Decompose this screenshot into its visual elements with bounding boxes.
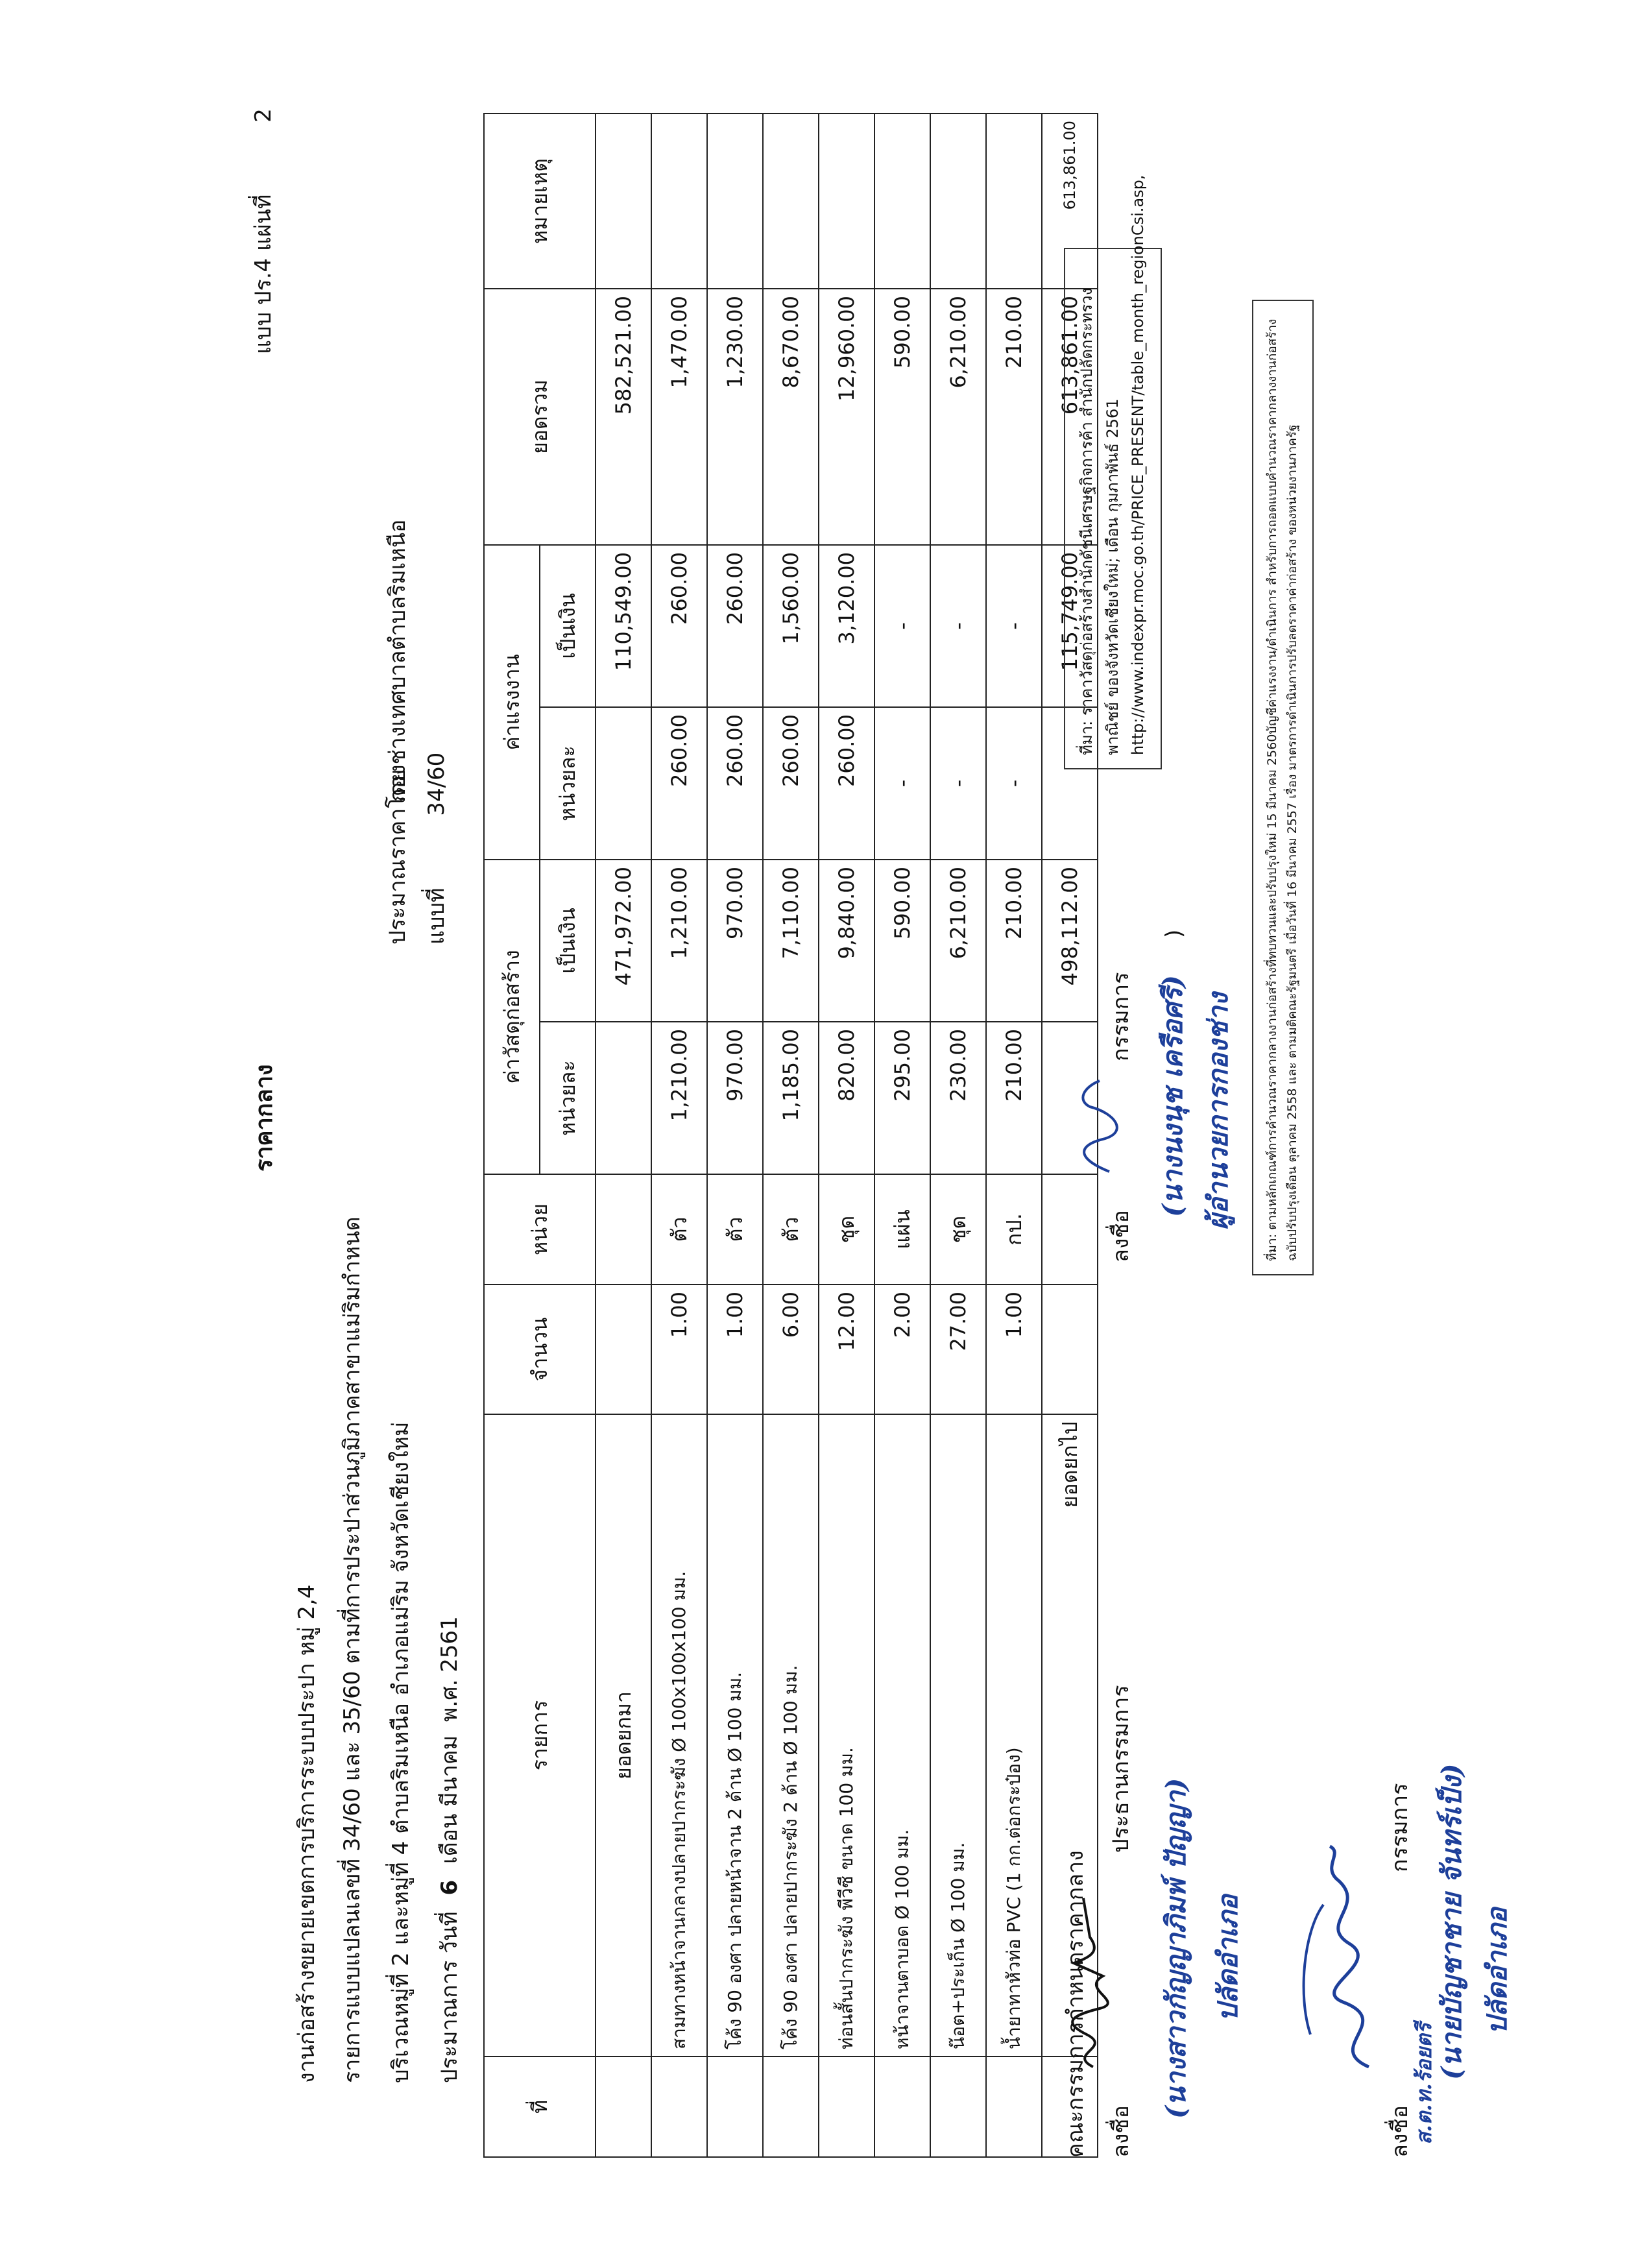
row-labor-amount: 3,120.00 <box>819 545 874 707</box>
member2-sign-label: ลงชื่อ <box>1387 2105 1413 2158</box>
row-labor-amount: - <box>930 545 986 707</box>
header-labor-unit-price: หน่วยละ <box>540 707 596 860</box>
carried-forward-material: 498,112.00 <box>1042 860 1098 1022</box>
row-material-amount: 6,210.00 <box>930 860 986 1022</box>
brought-forward-material: 471,972.00 <box>596 860 651 1022</box>
date-day: 6 <box>437 1879 463 1896</box>
row-no <box>651 2057 707 2157</box>
date-year: พ.ศ. 2561 <box>437 1616 463 1722</box>
member2-name: (นายบัญชาชาย จันทร์เป็ง) <box>1436 1763 1467 2080</box>
member1-sign-label: ลงชื่อ <box>1108 1210 1134 1262</box>
header-qty: จำนวน <box>484 1285 596 1414</box>
brought-forward-labor: 110,549.00 <box>596 545 651 707</box>
table-cell <box>596 707 651 860</box>
header-item: รายการ <box>484 1414 596 2057</box>
chair-sign-label: ลงชื่อ <box>1108 2105 1134 2158</box>
table-row <box>707 114 763 2157</box>
date-month: เดือน มีนาคม <box>437 1735 463 1864</box>
member1-title: ผู้อำนวยการกองช่าง <box>1202 993 1234 1230</box>
row-remark <box>707 114 763 289</box>
row-labor-amount: 260.00 <box>707 545 763 707</box>
row-qty: 12.00 <box>819 1285 874 1414</box>
row-labor-amount: 260.00 <box>651 545 707 707</box>
row-unit: ตัว <box>707 1174 763 1285</box>
table-row <box>763 114 819 2157</box>
member2-role: กรรมการ <box>1387 1783 1413 1872</box>
row-unit: ตัว <box>763 1174 819 1285</box>
plan-reference: รายการแบบแปลนเลขที่ 34/60 และ 35/60 ตามที่การประปาส่วนภูมิภาคสาขาแม่ริมกำหนด <box>339 1216 365 2083</box>
row-labor-unit: 260.00 <box>651 707 707 860</box>
carried-forward-labor: 115,749.00 <box>1042 545 1098 707</box>
row-material-amount: 7,110.00 <box>763 860 819 1022</box>
row-total: 210.00 <box>986 289 1042 545</box>
row-material-amount: 210.00 <box>986 860 1042 1022</box>
form-label-text: แบบ ปร.4 แผ่นที่ <box>250 194 276 354</box>
row-remark <box>874 114 930 289</box>
member1-name: (นางนงนุช เครือศรี) <box>1157 974 1188 1217</box>
carried-forward-remark: 613,861.00 <box>1042 114 1098 289</box>
row-remark <box>986 114 1042 289</box>
row-material-unit: 230.00 <box>930 1022 986 1174</box>
row-no <box>763 2057 819 2157</box>
row-total: 6,210.00 <box>930 289 986 545</box>
row-material-amount: 970.00 <box>707 860 763 1022</box>
row-labor-unit: 260.00 <box>819 707 874 860</box>
row-item: หน้าจานตาบอด Ø 100 มม. <box>874 1414 930 2057</box>
table-cell <box>1042 1285 1098 1414</box>
header-material-amount: เป็นเงิน <box>540 860 596 1022</box>
member1-signature-icon <box>1064 1068 1129 1185</box>
table-cell <box>596 1174 651 1285</box>
row-material-unit: 1,210.00 <box>651 1022 707 1174</box>
row-labor-unit: 260.00 <box>707 707 763 860</box>
header-labor: ค่าแรงงาน <box>484 545 540 860</box>
row-material-unit: 820.00 <box>819 1022 874 1174</box>
brought-forward-row <box>596 114 651 2157</box>
table-cell <box>596 1022 651 1174</box>
form-label <box>245 108 280 354</box>
row-item: น้ำยาทาหัวท่อ PVC (1 กก.ต่อกระป๋อง) <box>986 1414 1042 2057</box>
date-prefix: ประมาณการ วันที่ <box>437 1911 463 2083</box>
source-note-labor: ที่มา: ตามหลักเกณฑ์การคำนวณราคากลางงานก่อสร้างที่ทบทวนและปรับปรุงใหม่ 15 มีนาคม 2560บัญชีค่าแรงงาน/ดำเนินการ สำหรับการถอดแบบคำนวณราคากลางงานก่อสร้าง ฉบับปรับปรุงเดือน ตุลาคม 2558 และ ตามมติคณะรัฐมนตรี เมื่อวันที่ 16 มีนาคม 2557 เรื่อง มาตรการดำเนินการปรับลดราคาค่าก่อสร้าง ของหน่วยงานภาครัฐ <box>1252 300 1314 1275</box>
table-cell <box>596 2057 651 2157</box>
member1-close-paren: ) <box>1161 929 1187 938</box>
row-total: 8,670.00 <box>763 289 819 545</box>
row-unit: ตัว <box>651 1174 707 1285</box>
row-total: 1,230.00 <box>707 289 763 545</box>
row-item: สามทางหน้าจานกลางปลายปากระฆัง Ø 100x100x100 มม. <box>651 1414 707 2057</box>
row-material-unit: 970.00 <box>707 1022 763 1174</box>
source-note-materials: ที่มา: ราคาวัสดุก่อสร้างสำนักดัชนีเศรษฐกิจการค้า สำนักปลัดกระทรวงพาณิชย์ ของจังหวัดเชียงใหม่; เดือน กุมภาพันธ์ 2561 http://www.indexpr.moc.go.th/PRICE_PRESENT/table_month_regionCsi.asp, <box>1064 248 1162 769</box>
row-total: 590.00 <box>874 289 930 545</box>
table-cell <box>596 114 651 289</box>
member2-signature-icon <box>1297 1840 1401 2073</box>
table-row <box>651 114 707 2157</box>
chair-signature-icon <box>1054 1892 1126 2073</box>
row-unit: กป. <box>986 1174 1042 1285</box>
header-no: ที่ <box>484 2057 596 2157</box>
chair-name: (นางสาวกัญญาภิมพ์ ปัญญา) <box>1160 1778 1192 2119</box>
header-total: ยอดรวม <box>484 289 596 545</box>
table-cell <box>596 1285 651 1414</box>
table-cell <box>1042 1174 1098 1285</box>
row-no <box>930 2057 986 2157</box>
header-labor-amount: เป็นเงิน <box>540 545 596 707</box>
row-labor-unit: - <box>930 707 986 860</box>
brought-forward-label: ยอดยกมา <box>596 1414 651 2057</box>
row-labor-amount: - <box>874 545 930 707</box>
row-remark <box>763 114 819 289</box>
carried-forward-label: ยอดยกไป <box>1042 1414 1098 2057</box>
row-item: โค้ง 90 องศา ปลายหน้าจาน 2 ด้าน Ø 100 มม. <box>707 1414 763 2057</box>
table-row <box>819 114 874 2157</box>
row-material-unit: 1,185.00 <box>763 1022 819 1174</box>
row-labor-amount: - <box>986 545 1042 707</box>
header-remark: หมายเหตุ <box>484 114 596 289</box>
project-title: งานก่อสร้างขยายเขตการบริการระบบประปา หมู่ 2,4 <box>294 1584 320 2083</box>
row-labor-unit: - <box>874 707 930 860</box>
header-unit: หน่วย <box>484 1174 596 1285</box>
row-item: ท่อนสั้นปากระฆัง พีวีซี ขนาด 100 มม. <box>819 1414 874 2057</box>
estimate-date <box>431 1616 466 2083</box>
row-material-unit: 295.00 <box>874 1022 930 1174</box>
carried-forward-total: 613,861.00 <box>1042 289 1098 545</box>
estimate-table <box>483 113 1098 2158</box>
member2-title: ปลัดอำเภอ <box>1481 1907 1513 2034</box>
plan-number: 34/60 <box>424 752 450 816</box>
row-qty: 27.00 <box>930 1285 986 1414</box>
row-material-unit: 210.00 <box>986 1022 1042 1174</box>
row-no <box>707 2057 763 2157</box>
department: กองช่างเทศบาลตำบลริมเหนือ <box>385 519 411 802</box>
member2-stamp: ส.ต.ท.ร้อยตรี <box>1412 2023 1436 2145</box>
row-labor-amount: 1,560.00 <box>763 545 819 707</box>
row-remark <box>819 114 874 289</box>
row-labor-unit: - <box>986 707 1042 860</box>
row-qty: 1.00 <box>707 1285 763 1414</box>
estimate-by-label: ประมาณราคาโดย <box>385 769 411 945</box>
plan-number-label: แบบที่ <box>424 887 450 945</box>
brought-forward-total: 582,521.00 <box>596 289 651 545</box>
chair-title: ปลัดอำเภอ <box>1212 1894 1244 2021</box>
header-material: ค่าวัสดุก่อสร้าง <box>484 860 540 1174</box>
row-labor-unit: 260.00 <box>763 707 819 860</box>
row-material-amount: 590.00 <box>874 860 930 1022</box>
sheet-number: 2 <box>250 108 276 123</box>
row-no <box>874 2057 930 2157</box>
location: บริเวณหมู่ที่ 2 และหมู่ที่ 4 ตำบลริมเหนือ อำเภอแม่ริม จังหวัดเชียงใหม่ <box>388 1421 414 2083</box>
row-remark <box>930 114 986 289</box>
row-total: 12,960.00 <box>819 289 874 545</box>
committee-title: คณะกรรมการกำหนดราคากลาง <box>1063 1850 1089 2158</box>
table-row <box>986 114 1042 2157</box>
row-unit: แผ่น <box>874 1174 930 1285</box>
row-qty: 6.00 <box>763 1285 819 1414</box>
row-material-amount: 1,210.00 <box>651 860 707 1022</box>
plan-number-line <box>418 753 453 945</box>
row-qty: 1.00 <box>986 1285 1042 1414</box>
chair-role: ประธานกรรมการ <box>1108 1685 1134 1853</box>
row-qty: 2.00 <box>874 1285 930 1414</box>
row-item: น๊อต+ประเก็น Ø 100 มม. <box>930 1414 986 2057</box>
row-item: โค้ง 90 องศา ปลายปากระฆัง 2 ด้าน Ø 100 มม. <box>763 1414 819 2057</box>
header-material-unit-price: หน่วยละ <box>540 1022 596 1174</box>
row-total: 1,470.00 <box>651 289 707 545</box>
table-row <box>930 114 986 2157</box>
member1-role: กรรมการ <box>1108 972 1134 1061</box>
row-qty: 1.00 <box>651 1285 707 1414</box>
row-remark <box>651 114 707 289</box>
row-no <box>986 2057 1042 2157</box>
center-title: ราคากลาง <box>251 1064 278 1172</box>
row-unit: ชุด <box>819 1174 874 1285</box>
row-material-amount: 9,840.00 <box>819 860 874 1022</box>
table-row <box>874 114 930 2157</box>
row-unit: ชุด <box>930 1174 986 1285</box>
row-no <box>819 2057 874 2157</box>
